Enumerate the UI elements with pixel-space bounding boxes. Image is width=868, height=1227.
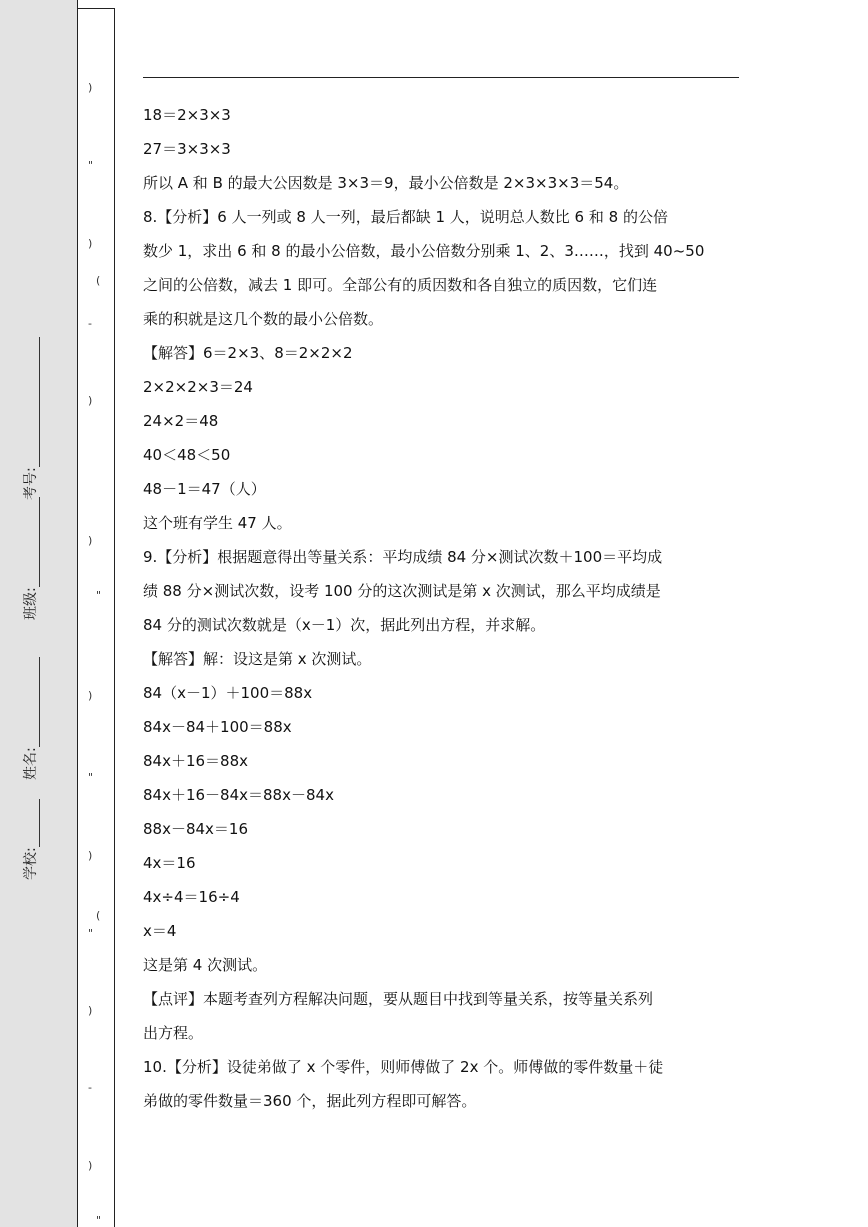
school-blank [25, 799, 40, 847]
text-line: 24×2＝48 [143, 412, 219, 430]
text-line: 84（x－1）＋100＝88x [143, 684, 313, 702]
text-line: 84 分的测试次数就是（x－1）次，据此列出方程，并求解。 [143, 616, 546, 634]
text-line: 27＝3×3×3 [143, 140, 231, 158]
text-line: 40＜48＜50 [143, 446, 231, 464]
text-line: 这是第 4 次测试。 [143, 956, 268, 974]
binding-mark: ) [88, 81, 93, 94]
text-line: 这个班有学生 47 人。 [143, 514, 292, 532]
binding-mark: " [96, 589, 102, 602]
binding-mark: ) [88, 1159, 93, 1172]
text-line: 84x－84＋100＝88x [143, 718, 292, 736]
binding-mark: " [88, 771, 94, 784]
class-blank [25, 497, 40, 587]
binding-mark: " [88, 927, 94, 940]
binding-mark: ) [88, 689, 93, 702]
text-line: 【点评】本题考查列方程解决问题，要从题目中找到等量关系，按等量关系列 [143, 990, 654, 1008]
text-line: 出方程。 [143, 1024, 204, 1042]
text-line: 4x÷4＝16÷4 [143, 888, 240, 906]
number-label: 考号: [23, 467, 39, 500]
binding-mark: - [88, 1081, 92, 1094]
binding-mark: ) [88, 394, 93, 407]
solution-text [143, 98, 743, 1118]
text-line: 【解答】解：设这是第 x 次测试。 [143, 650, 372, 668]
text-line: 弟做的零件数量＝360 个，据此列方程即可解答。 [143, 1092, 477, 1110]
school-label: 学校: [23, 847, 39, 880]
binding-mark: ) [88, 534, 93, 547]
binding-mark: ( [96, 909, 101, 922]
binding-mark: ) [88, 1004, 93, 1017]
text-line: 绩 88 分×测试次数，设考 100 分的这次测试是第 x 次测试，那么平均成绩是 [143, 582, 661, 600]
text-line: 84x＋16－84x＝88x－84x [143, 786, 334, 804]
margin-sidebar [0, 0, 78, 1227]
text-line: 【解答】6＝2×3、8＝2×2×2 [143, 344, 353, 362]
class-field [20, 497, 40, 620]
text-line: 乘的积就是这几个数的最小公倍数。 [143, 310, 384, 328]
number-field [20, 337, 40, 500]
text-line: 所以 A 和 B 的最大公因数是 3×3＝9，最小公倍数是 2×3×3×3＝54。 [143, 174, 629, 192]
binding-mark: ) [88, 849, 93, 862]
text-line: 8.【分析】6 人一列或 8 人一列，最后都缺 1 人，说明总人数比 6 和 8 的公倍 [143, 208, 668, 226]
binding-mark: ) [88, 237, 93, 250]
school-field [20, 799, 40, 880]
text-line: 84x＋16＝88x [143, 752, 249, 770]
text-line: 9.【分析】根据题意得出等量关系：平均成绩 84 分×测试次数＋100＝平均成 [143, 548, 663, 566]
text-line: 88x－84x＝16 [143, 820, 249, 838]
text-line: 10.【分析】设徒弟做了 x 个零件，则师傅做了 2x 个。师傅做的零件数量＋徒 [143, 1058, 664, 1076]
binding-mark: ( [96, 274, 101, 287]
binding-mark: - [88, 317, 92, 330]
binding-mark: " [96, 1214, 102, 1227]
binding-mark: " [88, 159, 94, 172]
name-blank [25, 657, 40, 747]
name-label: 姓名: [23, 747, 39, 780]
text-line: x＝4 [143, 922, 177, 940]
text-line: 数少 1，求出 6 和 8 的最小公倍数，最小公倍数分别乘 1、2、3……，找到 40~50 [143, 242, 705, 260]
number-blank [25, 337, 40, 467]
class-label: 班级: [23, 587, 39, 620]
text-line: 2×2×2×3＝24 [143, 378, 253, 396]
name-field [20, 657, 40, 780]
text-line: 18＝2×3×3 [143, 106, 231, 124]
header-rule [143, 77, 739, 78]
text-line: 4x＝16 [143, 854, 196, 872]
text-line: 48－1＝47（人） [143, 480, 266, 498]
binding-line-strip [78, 8, 115, 1227]
text-line: 之间的公倍数，减去 1 即可。全部公有的质因数和各自独立的质因数，它们连 [143, 276, 658, 294]
